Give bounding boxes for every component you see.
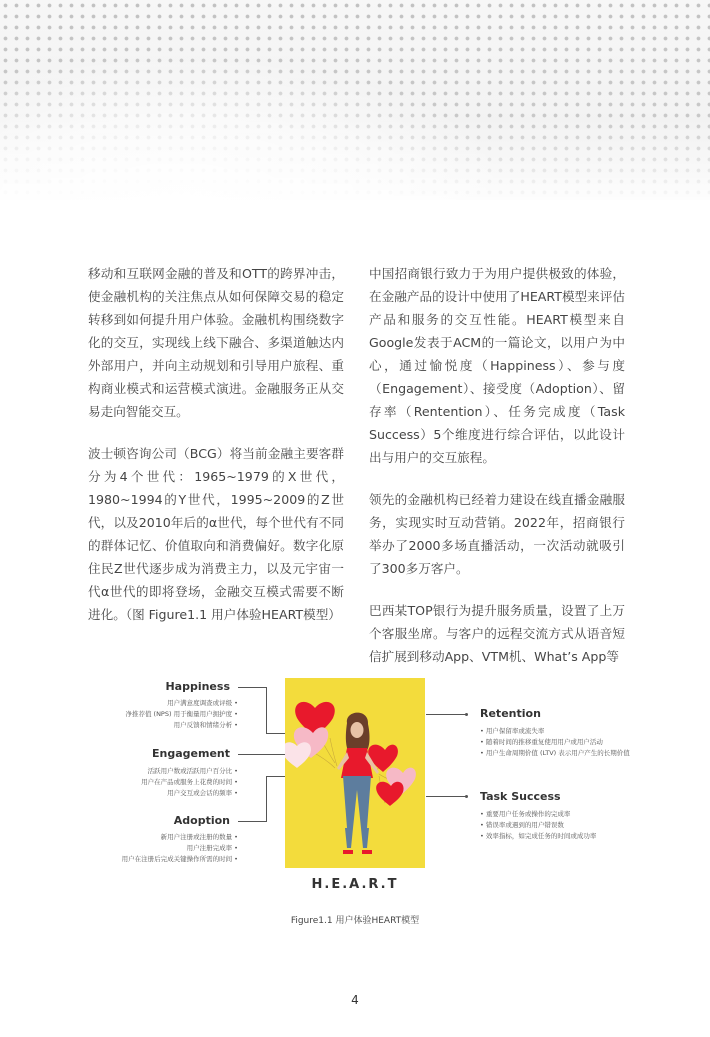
woman-with-balloons-illustration	[285, 678, 425, 868]
engagement-item: 活跃用户数或活跃用户百分比 •	[60, 766, 238, 777]
engagement-title: Engagement	[152, 747, 230, 760]
task-success-item: • 重要用户任务或操作的完成率	[480, 809, 640, 820]
adoption-item: 新用户注册或注册的数量 •	[60, 832, 238, 843]
adoption-items	[60, 832, 238, 865]
retention-item: • 用户保留率或流失率	[480, 726, 630, 737]
happiness-item: 用户反馈和情绪分析 •	[60, 720, 238, 731]
left-paragraph-2: 波士顿咨询公司（BCG）将当前金融主要客群分为4个世代：1965~1979的X世代，1980~1994的Y世代，1995~2009的Z世代，以及2010年后的α世代，每个世代有不同的群体记忆、价值取向和消费偏好。数字化原住民Z世代逐步成为消费主力，以及元宇宙一代α世代的即将登场，金融交互模式需要不断进化。（图 Figure1.1 用户体验HEART模型）	[88, 446, 344, 622]
retention-items	[480, 726, 630, 759]
figure-caption: Figure1.1 用户体验HEART模型	[290, 916, 420, 926]
task-success-connector	[426, 796, 466, 797]
retention-item: • 用户生命周期价值 (LTV) 表示用户产生的长期价值	[480, 748, 630, 759]
engagement-connector	[238, 754, 288, 755]
adoption-title: Adoption	[173, 814, 230, 827]
happiness-title: Happiness	[165, 680, 230, 693]
task-success-item: • 效率指标，如完成任务的时间或成功率	[480, 831, 640, 842]
adoption-connector	[238, 776, 267, 822]
heart-model-label: H.E.A.R.T	[311, 877, 399, 892]
right-column	[369, 262, 625, 687]
heart-model-figure	[0, 670, 710, 910]
happiness-item: 用户满意度调查或评级 •	[60, 698, 238, 709]
right-paragraph-3: 巴西某TOP银行为提升服务质量，设置了上万个客服坐席。与客户的远程交流方式从语音短信扩展到移动App、VTM机、What’s App等	[369, 603, 625, 664]
retention-connector	[426, 714, 466, 715]
engagement-items	[60, 766, 238, 799]
task-success-dot	[465, 795, 468, 798]
happiness-items	[60, 698, 238, 731]
retention-title: Retention	[480, 707, 541, 720]
adoption-item: 用户在注册后完成关键操作所需的时间 •	[60, 854, 238, 865]
engagement-item: 用户交互或会话的频率 •	[60, 788, 238, 799]
header-banner-fade	[0, 0, 710, 200]
page-number: 4	[351, 993, 359, 1007]
happiness-connector	[238, 687, 267, 734]
adoption-item: 用户注册完成率 •	[60, 843, 238, 854]
left-column	[88, 262, 344, 645]
task-success-title: Task Success	[480, 790, 561, 803]
right-paragraph-1: 中国招商银行致力于为用户提供极致的体验，在金融产品的设计中使用了HEART模型来评估产品和服务的交互性能。HEART模型来自Google发表于ACM的一篇论文，以用户为中心，通过愉悦度（Happiness）、参与度（Engagement）、接受度（Adoption）、留存率（Rentention）、任务完成度（Task Success）5个维度进行综合评估，以此设计出与用户的交互旅程。	[369, 266, 625, 465]
retention-item: • 随着时间的推移重复使用用户或用户活动	[480, 737, 630, 748]
retention-dot	[465, 713, 468, 716]
left-paragraph-1: 移动和互联网金融的普及和OTT的跨界冲击，使金融机构的关注焦点从如何保障交易的稳定转移到如何提升用户体验。金融机构围绕数字化的交互，实现线上线下融合、多渠道触达内外部用户，并向主动规划和引导用户旅程、重构商业模式和运营模式演进。金融服务正从交易走向智能交互。	[88, 266, 344, 419]
task-success-items	[480, 809, 640, 842]
hero-photo	[285, 678, 425, 868]
task-success-item: • 错误率或遇到的用户错误数	[480, 820, 640, 831]
engagement-item: 用户在产品或服务上花费的时间 •	[60, 777, 238, 788]
happiness-item: 净推荐值 (NPS) 用于衡量用户拥护度 •	[60, 709, 238, 720]
right-paragraph-2: 领先的金融机构已经着力建设在线直播金融服务，实现实时互动营销。2022年，招商银行举办了2000多场直播活动，一次活动就吸引了300多万客户。	[369, 492, 625, 576]
